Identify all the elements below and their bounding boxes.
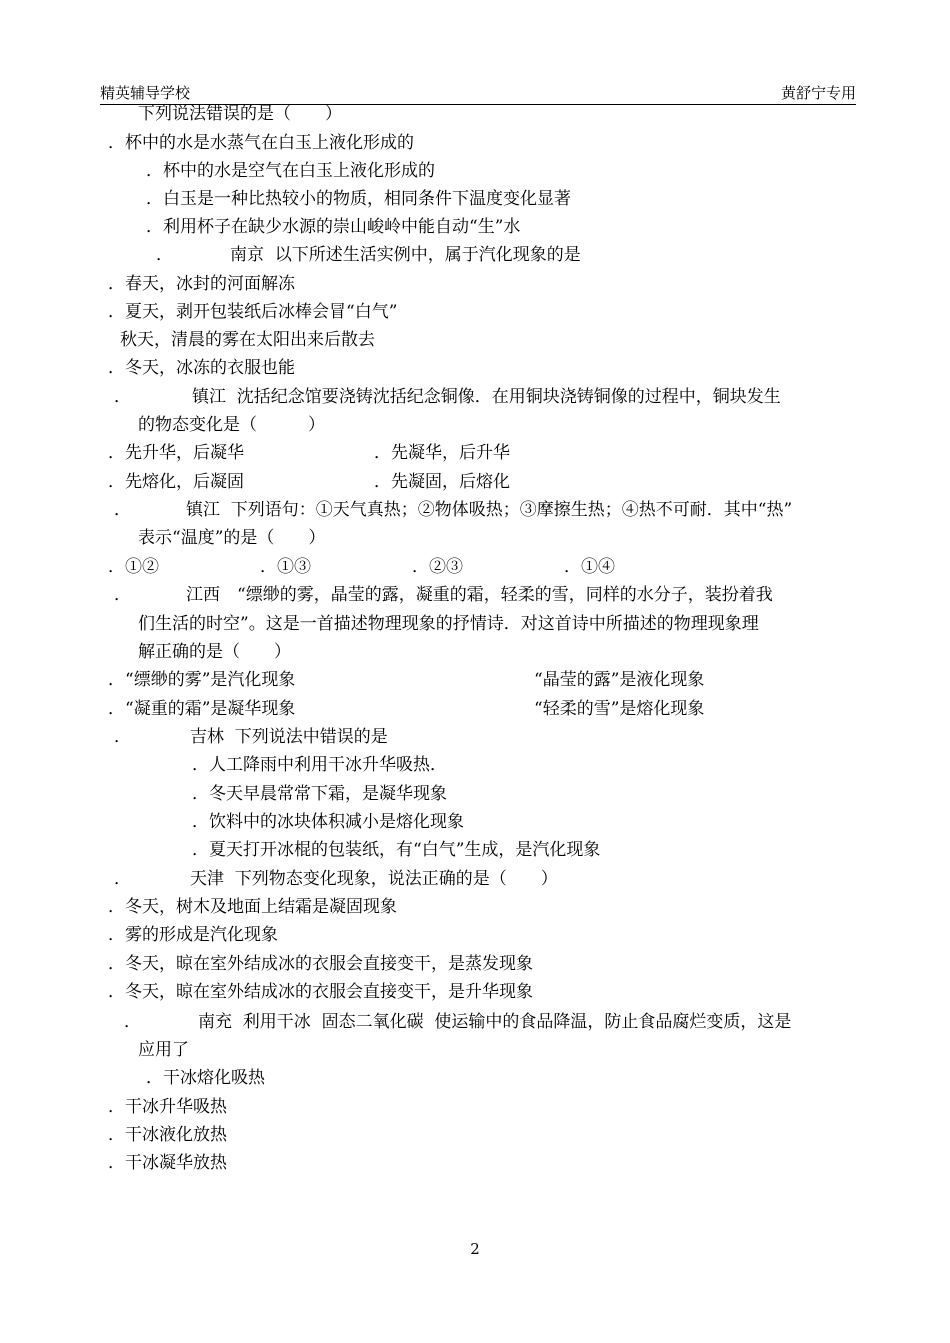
text-line: 表示“温度”的是（ ）	[138, 528, 326, 548]
text-line: 江西 “缥缈的雾，晶莹的露，凝重的霜，轻柔的雪，同样的水分子，装扮着我	[186, 585, 773, 605]
text-line: ．	[114, 869, 131, 889]
text-line: 们生活的时空”。这是一首描述物理现象的抒情诗．对这首诗中所描述的物理现象理	[138, 614, 759, 634]
text-line: ．干冰液化放热	[108, 1125, 227, 1145]
text-line: ．①②	[108, 557, 159, 577]
text-line: 南充 利用干冰 固态二氧化碳 使运输中的食品降温，防止食品腐烂变质，这是	[198, 1012, 792, 1032]
text-line: 南京 以下所述生活实例中，属于汽化现象的是	[230, 245, 581, 265]
text-line: 解正确的是（ ）	[138, 642, 291, 662]
text-line: ．杯中的水是空气在白玉上液化形成的	[146, 161, 435, 181]
text-line: 天津 下列物态变化现象，说法正确的是（ ）	[190, 869, 558, 889]
text-line: 秋天，清晨的雾在太阳出来后散去	[120, 330, 375, 350]
text-line: 镇江 沈括纪念馆要浇铸沈括纪念铜像．在用铜块浇铸铜像的过程中，铜块发生	[192, 387, 781, 407]
text-line: ．“凝重的霜”是凝华现象	[108, 699, 296, 719]
text-line: ．先熔化，后凝固	[108, 472, 244, 492]
text-line: 下列说法错误的是（ ）	[138, 104, 342, 124]
text-line: ．夏天，剥开包装纸后冰棒会冒“白气”	[108, 302, 398, 322]
text-line: ．雾的形成是汽化现象	[108, 925, 278, 945]
text-line: ．先凝固，后熔化	[374, 472, 510, 492]
text-line: ．先凝华，后升华	[374, 443, 510, 463]
text-line: ．冬天，冰冻的衣服也能	[108, 358, 295, 378]
text-line: ．干冰熔化吸热	[146, 1068, 265, 1088]
text-line: ．春天，冰封的河面解冻	[108, 274, 295, 294]
text-line: ．白玉是一种比热较小的物质，相同条件下温度变化显著	[146, 189, 571, 209]
text-line: ．冬天，晾在室外结成冰的衣服会直接变干，是蒸发现象	[108, 954, 533, 974]
text-line: “轻柔的雪”是熔化现象	[534, 699, 705, 719]
text-line: ．夏天打开冰棍的包装纸，有“白气”生成，是汽化现象	[192, 840, 601, 860]
text-line: ．①④	[564, 557, 615, 577]
text-line: ．	[114, 500, 131, 520]
text-line: ．	[156, 245, 173, 265]
text-line: ．先升华，后凝华	[108, 443, 244, 463]
text-line: ．人工降雨中利用干冰升华吸热．	[192, 755, 447, 775]
page-header-right: 黄舒宁专用	[780, 84, 856, 102]
text-line: 的物态变化是（ ）	[138, 415, 325, 435]
text-line: 吉林 下列说法中错误的是	[190, 727, 388, 747]
text-line: ．②③	[412, 557, 463, 577]
text-line: ．①③	[260, 557, 311, 577]
text-line: ．饮料中的冰块体积减小是熔化现象	[192, 812, 464, 832]
text-line: ．杯中的水是水蒸气在白玉上液化形成的	[108, 133, 414, 153]
page-header-left: 精英辅导学校	[100, 84, 191, 102]
text-line: ．利用杯子在缺少水源的崇山峻岭中能自动“生”水	[146, 217, 521, 237]
text-line: 镇江 下列语句：①天气真热；②物体吸热；③摩擦生热；④热不可耐．其中“热”	[186, 500, 793, 520]
text-line: ．	[114, 727, 131, 747]
text-line: ．	[124, 1012, 141, 1032]
text-line: ．“缥缈的雾”是汽化现象	[108, 670, 296, 690]
text-line: ．冬天，树木及地面上结霜是凝固现象	[108, 897, 397, 917]
text-line: ．	[114, 585, 131, 605]
text-line: “晶莹的露”是液化现象	[534, 670, 705, 690]
text-line: ．冬天早晨常常下霜，是凝华现象	[192, 784, 447, 804]
text-line: ．冬天，晾在室外结成冰的衣服会直接变干，是升华现象	[108, 982, 533, 1002]
page-number: 2	[470, 1240, 480, 1258]
text-line: ．干冰凝华放热	[108, 1153, 227, 1173]
text-line: ．干冰升华吸热	[108, 1097, 227, 1117]
text-line: 应用了	[138, 1040, 189, 1060]
text-line: ．	[114, 387, 131, 407]
